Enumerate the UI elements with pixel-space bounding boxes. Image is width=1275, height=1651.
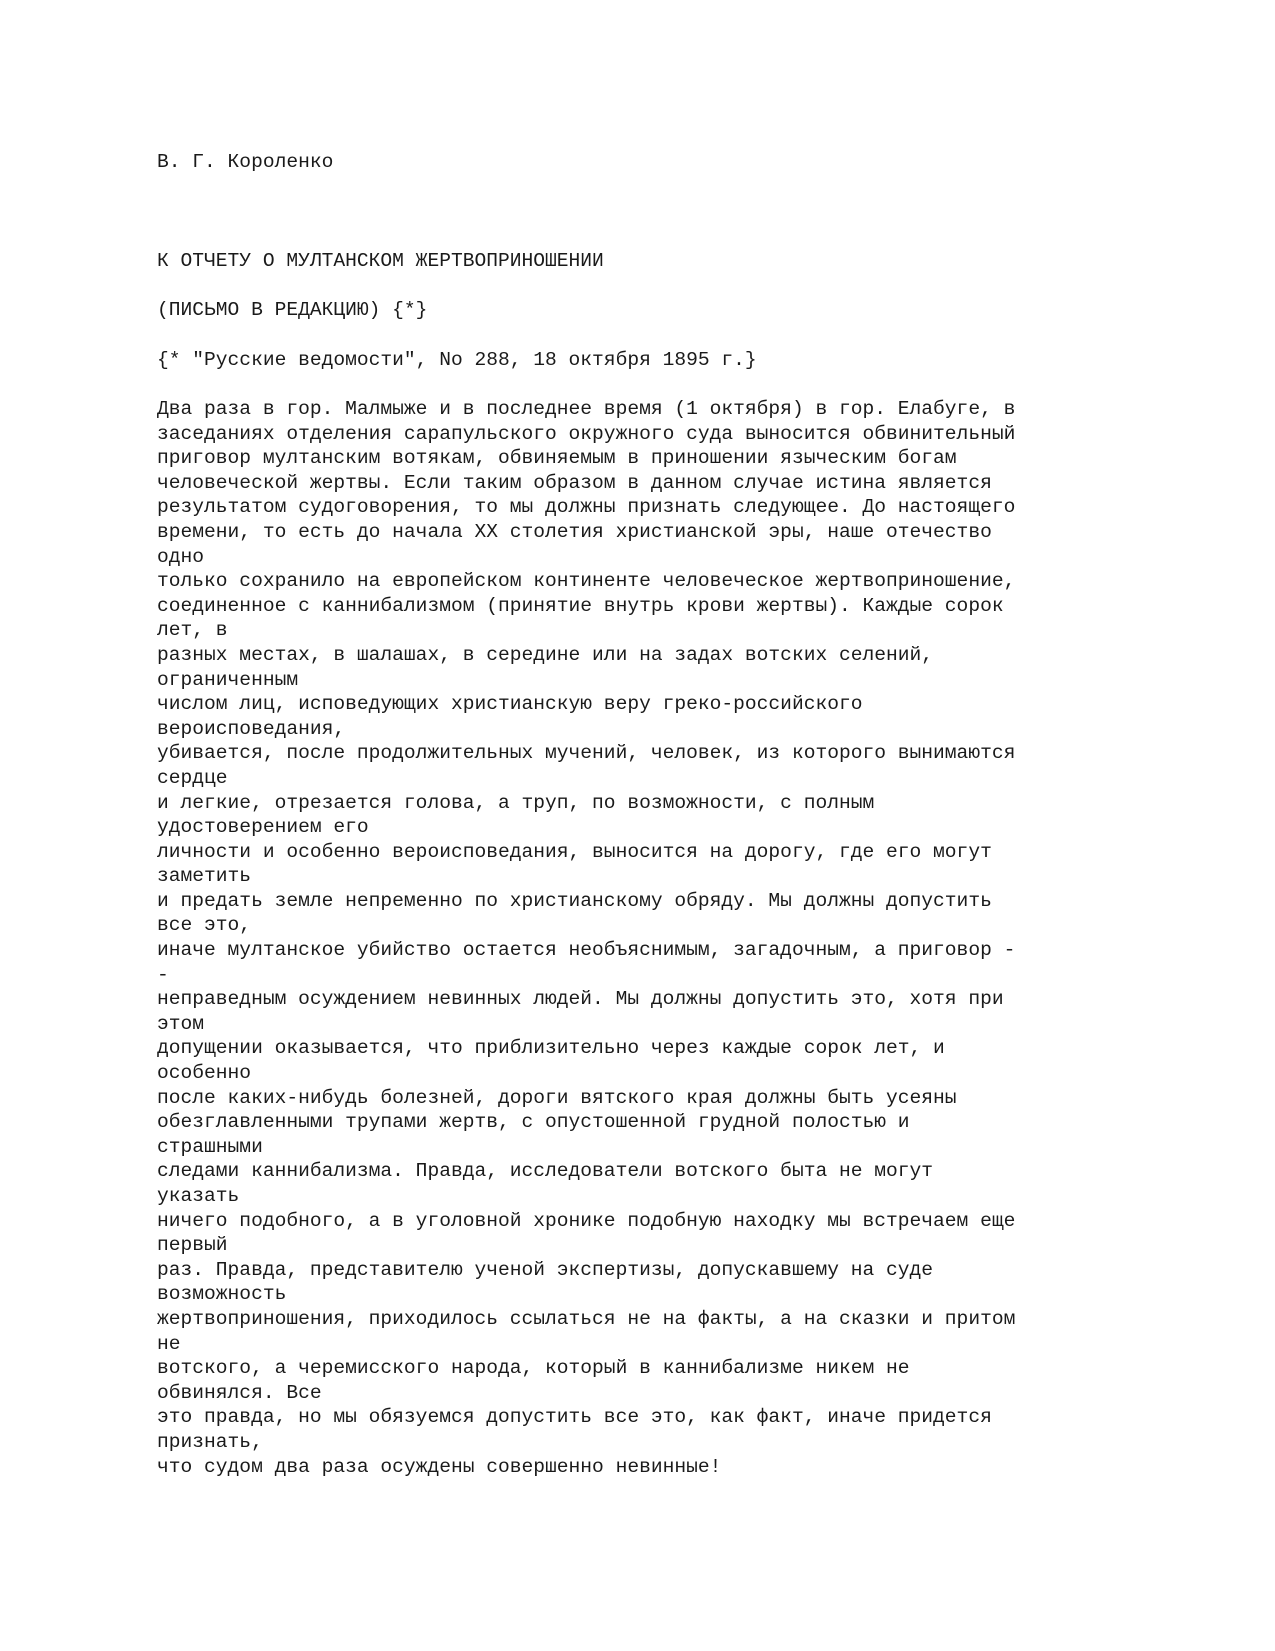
body-line: вотского, а черемисского народа, который в каннибализме никем не [157,1357,910,1380]
body-line: обезглавленными трупами жертв, с опустошенной грудной полостью и [157,1111,910,1134]
body-line: Два раза в гор. Малмыже и в последнее время (1 октября) в гор. Елабуге, в [157,398,1016,420]
source-footnote: {* "Русские ведомости", No 288, 18 октября 1895 г.} [157,349,757,371]
body-line: следами каннибализма. Правда, исследователи вотского быта не могут [157,1160,934,1183]
body-line: не [157,1332,181,1355]
body-line: и легкие, отрезается голова, а труп, по возможности, с полным [157,791,875,814]
body-line: времени, то есть до начала XX столетия христианской эры, наше отечество [157,520,992,543]
body-line: убивается, после продолжительных мучений, человек, из которого вынимаются [157,742,1016,765]
body-line: удостоверением его [157,816,369,839]
body-line: и предать земле непременно по христианскому обряду. Мы должны допустить [157,889,992,912]
body-line: неправедным осуждением невинных людей. Мы должны допустить это, хотя при [157,988,1004,1011]
body-line: этом [157,1012,205,1035]
body-line: заседаниях отделения сарапульского окружного суда выносится обвинительный [157,422,1016,445]
body-line: допущении оказывается, что приблизительно через каждые сорок лет, и [157,1037,945,1060]
body-line: что судом два раза осуждены совершенно невинные! [157,1455,722,1478]
body-line: после каких-нибудь болезней, дороги вятского края должны быть усеяны [157,1086,957,1109]
article-title: К ОТЧЕТУ О МУЛТАНСКОМ ЖЕРТВОПРИНОШЕНИИ [157,250,604,272]
body-line: только сохранило на европейском континенте человеческое жертвоприношение, [157,570,1016,593]
body-line: вероисповедания, [157,717,346,740]
article-subtitle: (ПИСЬМО В РЕДАКЦИЮ) {*} [157,299,428,321]
body-line: это правда, но мы обязуемся допустить все это, как факт, иначе придется [157,1406,992,1429]
body-line: иначе мултанское убийство остается необъяснимым, загадочным, а приговор - [157,939,1016,962]
body-line: числом лиц, исповедующих христианскую веру греко-российского [157,693,863,716]
body-line: человеческой жертвы. Если таким образом в данном случае истина является [157,471,992,494]
body-line: признать, [157,1430,263,1453]
body-text [157,397,1197,1479]
body-line: - [157,963,169,986]
body-line: возможность [157,1283,287,1306]
body-line: одно [157,545,205,568]
body-line: разных местах, в шалашах, в середине или на задах вотских селений, [157,643,934,666]
body-line: личности и особенно вероисповедания, выносится на дорогу, где его могут [157,840,992,863]
body-line: приговор мултанским вотякам, обвиняемым в приношении языческим богам [157,447,957,470]
body-line: обвинялся. Все [157,1381,322,1404]
body-line: указать [157,1185,240,1207]
body-line: особенно [157,1062,252,1085]
body-line: раз. Правда, представителю ученой экспертизы, допускавшему на суде [157,1258,934,1281]
body-line: ограниченным [157,668,299,691]
body-line: ничего подобного, а в уголовной хронике подобную находку мы встречаем еще [157,1209,1016,1232]
body-line: соединенное с каннибализмом (принятие внутрь крови жертвы). Каждые сорок [157,594,1004,617]
author-name: В. Г. Короленко [157,151,334,173]
body-line: все это, [157,914,252,937]
body-line: страшными [157,1135,263,1158]
body-line: жертвоприношения, приходилось ссылаться не на факты, а на сказки и притом [157,1307,1016,1330]
body-line: результатом судоговорения, то мы должны признать следующее. До настоящего [157,496,1016,519]
body-line: первый [157,1234,228,1257]
body-line: сердце [157,766,228,789]
body-line: заметить [157,865,252,888]
body-line: лет, в [157,619,228,642]
